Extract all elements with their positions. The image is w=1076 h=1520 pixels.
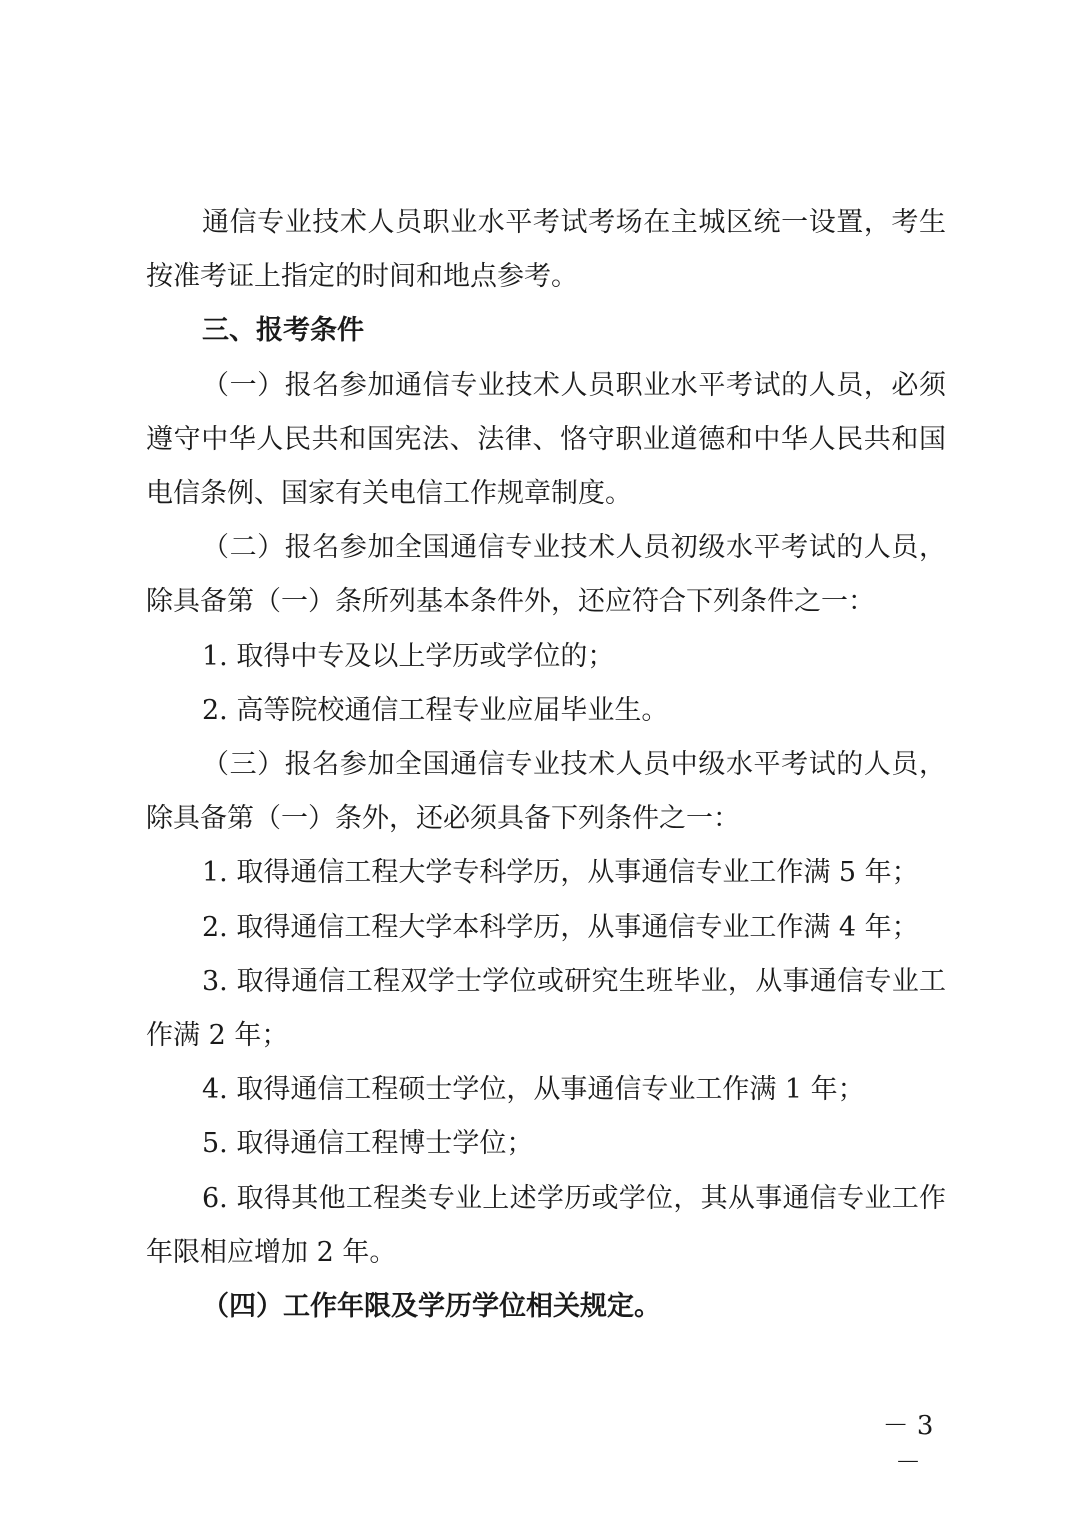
list-item: 3. 取得通信工程双学士学位或研究生班毕业，从事通信专业工作满 2 年；: [146, 965, 946, 1052]
list-item: 6. 取得其他工程类专业上述学历或学位，其从事通信专业工作年限相应增加 2 年。: [146, 1182, 946, 1268]
list-item: 2. 取得通信工程大学本科学历，从事通信专业工作满 4 年；: [202, 911, 919, 943]
body-text: [146, 196, 946, 1334]
paragraph-condition-3: （三）报名参加全国通信专业技术人员中级水平考试的人员，除具备第（一）条外，还必须具备下列条件之一：: [146, 749, 946, 835]
list-item: 1. 取得中专及以上学历或学位的；: [202, 640, 615, 672]
list-item: 1. 取得通信工程大学专科学历，从事通信专业工作满 5 年；: [202, 857, 919, 889]
list-item: 5. 取得通信工程博士学位；: [202, 1128, 534, 1160]
list-item: 4. 取得通信工程硕士学位，从事通信专业工作满 1 年；: [202, 1074, 865, 1106]
section-heading-conditions: 三、报考条件: [202, 315, 364, 347]
paragraph-exam-venue: 通信专业技术人员职业水平考试考场在主城区统一设置，考生按准考证上指定的时间和地点参考。: [146, 207, 946, 293]
paragraph-condition-1: （一）报名参加通信专业技术人员职业水平考试的人员，必须遵守中华人民共和国宪法、法律、恪守职业道德和中华人民共和国电信条例、国家有关电信工作规章制度。: [146, 369, 946, 510]
page-number: － 3 －: [882, 1411, 934, 1478]
paragraph-condition-2: （二）报名参加全国通信专业技术人员初级水平考试的人员，除具备第（一）条所列基本条件外，还应符合下列条件之一：: [146, 532, 946, 618]
list-item: 2. 高等院校通信工程专业应届毕业生。: [202, 694, 669, 726]
paragraph-condition-4: （四）工作年限及学历学位相关规定。: [202, 1291, 661, 1323]
